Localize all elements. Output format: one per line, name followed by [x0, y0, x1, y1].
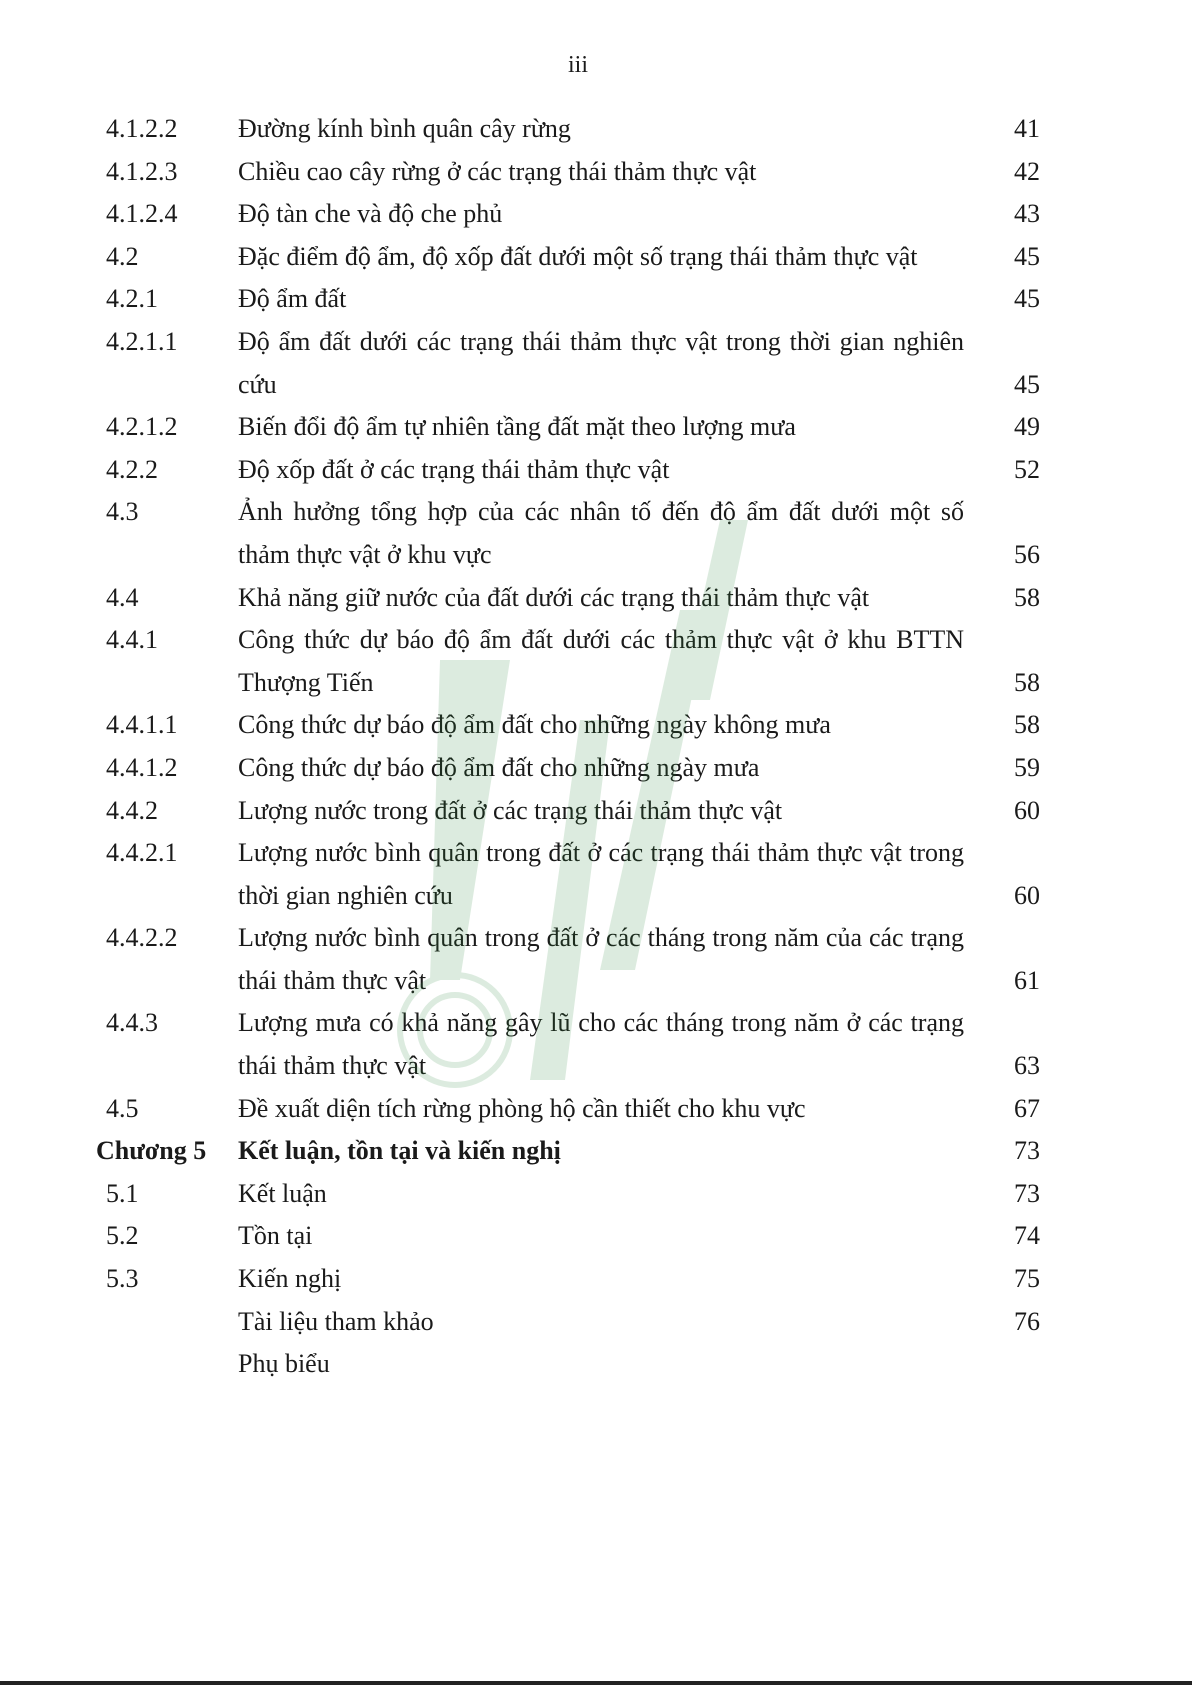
toc-entry-page: 58: [1014, 667, 1040, 697]
toc-entry-number: 4.4.1.2: [106, 752, 178, 782]
toc-entry-number: 5.3: [106, 1264, 139, 1294]
toc-entry-title: Công thức dự báo độ ẩm đất cho những ngày không mưa: [238, 710, 831, 740]
toc-entry-page: 56: [1014, 539, 1040, 569]
toc-entry-title: Độ ẩm đất dưới các trạng thái thảm thực vật trong thời gian nghiên cứu: [238, 326, 964, 399]
toc-entry-title: Đường kính bình quân cây rừng: [238, 114, 571, 143]
toc-entry: [96, 1173, 1040, 1216]
toc-entry: [96, 1215, 1040, 1258]
toc-entry-number: 4.4.2.1: [106, 838, 178, 868]
toc-entry-page: 60: [1014, 795, 1040, 825]
toc-entry-page: 45: [1014, 369, 1040, 399]
page-bottom-edge: [0, 1681, 1192, 1685]
toc-entry-page: 73: [1014, 1178, 1040, 1208]
toc-entry-number: 4.1.2.3: [106, 156, 178, 186]
toc-entry-number: [96, 1301, 238, 1344]
toc-entry-number: [96, 1343, 238, 1386]
toc-entry-page: 52: [1014, 454, 1040, 484]
toc-entry-title: Tồn tại: [238, 1221, 313, 1251]
toc-entry: [96, 1258, 1040, 1301]
toc-entry-number: 4.3: [106, 497, 139, 527]
toc-entry-number: 4.2: [106, 241, 139, 271]
toc-entry-title: Kết luận, tồn tại và kiến nghị: [238, 1136, 561, 1166]
toc-entry-number: 4.1.2.4: [106, 199, 178, 229]
toc-entry-number: 4.4: [106, 582, 139, 612]
toc-entry-page: 43: [1014, 199, 1040, 229]
toc-entry: [96, 236, 1040, 279]
toc-entry-number: 4.4.2.2: [106, 923, 178, 953]
toc-entry-page: 67: [1014, 1093, 1040, 1123]
toc-entry-title: Biến đổi độ ẩm tự nhiên tầng đất mặt theo lượng mưa: [238, 412, 796, 442]
toc-entry-page: 76: [1014, 1306, 1040, 1336]
toc-entry: [96, 193, 1040, 236]
toc-entry-title: Kiến nghị: [238, 1264, 342, 1294]
toc-entry-number: 4.5: [106, 1093, 139, 1123]
toc-entry: [96, 151, 1040, 194]
toc-entry: [96, 1301, 1040, 1344]
toc-entry-title: Phụ biểu: [238, 1349, 330, 1379]
table-of-contents: [96, 108, 1040, 1386]
toc-entry-page: 49: [1014, 412, 1040, 442]
toc-entry-title: Kết luận: [238, 1178, 327, 1208]
toc-entry-number: 4.2.1.2: [106, 412, 178, 442]
toc-entry-number: 4.4.1: [106, 625, 158, 655]
toc-entry: [96, 577, 1040, 620]
toc-entry-number: Chương 5: [96, 1136, 207, 1166]
toc-entry: [96, 1088, 1040, 1131]
toc-entry-title: Ảnh hưởng tổng hợp của các nhân tố đến độ ẩm đất dưới một số thảm thực vật ở khu vực: [238, 497, 964, 569]
toc-entry-title: Lượng nước bình quân trong đất ở các trạng thái thảm thực vật trong thời gian nghiên cứu: [238, 838, 964, 910]
toc-entry: [96, 704, 1040, 747]
toc-entry: [96, 1130, 1040, 1173]
toc-entry-number: 5.2: [106, 1221, 139, 1251]
toc-entry-title: Độ xốp đất ở các trạng thái thảm thực vật: [238, 454, 670, 484]
toc-entry-page: 74: [1014, 1221, 1040, 1251]
toc-entry-title: Chiều cao cây rừng ở các trạng thái thảm thực vật: [238, 156, 757, 186]
toc-entry-page: 61: [1014, 965, 1040, 995]
page-number: iii: [567, 52, 588, 78]
toc-entry-number: 4.4.2: [106, 795, 158, 825]
toc-entry-title: Đề xuất diện tích rừng phòng hộ cần thiết cho khu vực: [238, 1093, 806, 1123]
toc-entry-number: 4.4.3: [106, 1008, 158, 1038]
toc-entry: [96, 278, 1040, 321]
toc-entry: [96, 1002, 1040, 1087]
toc-entry: [96, 619, 1040, 704]
toc-entry: [96, 832, 1040, 917]
toc-entry-number: 4.4.1.1: [106, 710, 178, 740]
toc-entry: [96, 108, 1040, 151]
toc-entry: [96, 449, 1040, 492]
toc-entry-page: 58: [1014, 582, 1040, 612]
toc-entry-page: 73: [1014, 1136, 1040, 1166]
toc-entry-number: 5.1: [106, 1178, 139, 1208]
toc-entry: [96, 406, 1040, 449]
toc-entry-title: Khả năng giữ nước của đất dưới các trạng thái thảm thực vật: [238, 582, 870, 612]
toc-entry-number: 4.2.2: [106, 454, 158, 484]
toc-entry-page: 45: [1014, 284, 1040, 314]
toc-entry-title: Tài liệu tham khảo: [238, 1306, 434, 1336]
toc-entry-page: 60: [1014, 880, 1040, 910]
toc-entry: [96, 790, 1040, 833]
toc-entry-title: Công thức dự báo độ ẩm đất cho những ngày mưa: [238, 752, 760, 782]
toc-entry-page: 45: [1014, 241, 1040, 271]
toc-entry: [96, 1343, 1040, 1386]
toc-entry-title: Lượng nước bình quân trong đất ở các tháng trong năm của các trạng thái thảm thực vật: [238, 923, 964, 995]
toc-entry-title: Lượng nước trong đất ở các trạng thái thảm thực vật: [238, 795, 783, 825]
toc-entry-page: 59: [1014, 752, 1040, 782]
toc-entry-title: Độ tàn che và độ che phủ: [238, 199, 503, 229]
toc-entry-title: Lượng mưa có khả năng gây lũ cho các tháng trong năm ở các trạng thái thảm thực vật: [238, 1008, 964, 1081]
toc-entry: [96, 747, 1040, 790]
toc-entry-page: 58: [1014, 710, 1040, 740]
toc-entry-title: Độ ẩm đất: [238, 284, 347, 314]
toc-entry: [96, 917, 1040, 1002]
toc-entry: [96, 321, 1040, 406]
toc-entry-number: 4.2.1.1: [106, 326, 178, 356]
toc-entry: [96, 491, 1040, 576]
toc-entry-number: 4.1.2.2: [106, 114, 178, 143]
toc-entry-page: 75: [1014, 1264, 1040, 1294]
toc-entry-page: 42: [1014, 156, 1040, 186]
toc-entry-title: Đặc điểm độ ẩm, độ xốp đất dưới một số trạng thái thảm thực vật: [238, 241, 918, 271]
toc-entry-page: 63: [1014, 1051, 1040, 1081]
toc-entry-number: 4.2.1: [106, 284, 158, 314]
toc-entry-title: Công thức dự báo độ ẩm đất dưới các thảm thực vật ở khu BTTN Thượng Tiến: [238, 625, 964, 697]
toc-entry-page: 41: [1014, 114, 1040, 143]
